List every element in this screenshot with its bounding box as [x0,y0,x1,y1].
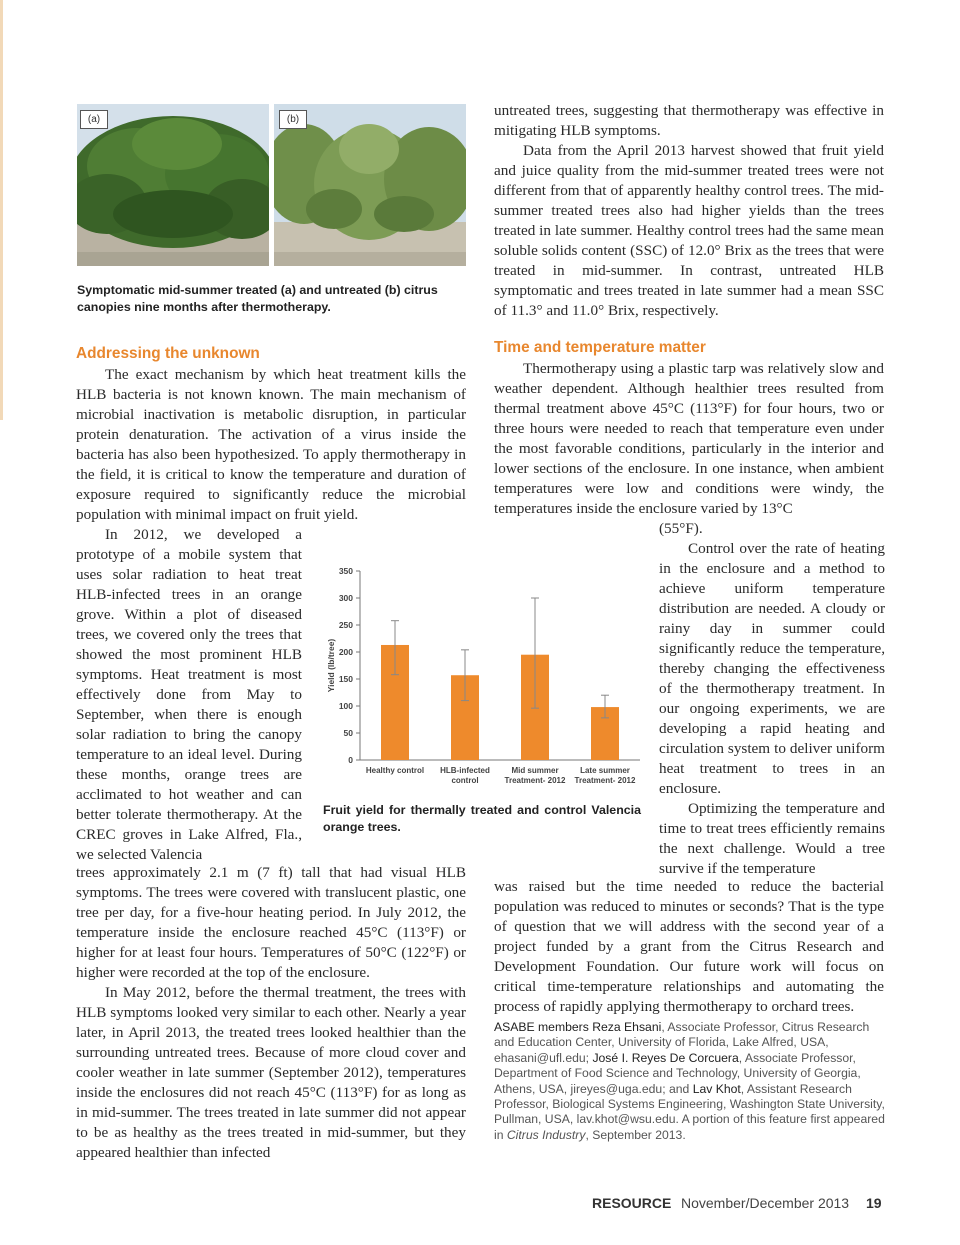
x-tick-label: HLB-infected [440,766,490,775]
figure-photos [77,104,466,266]
photo-b-untreated-canopy [274,104,466,266]
x-tick-label: control [451,776,479,785]
bio-author-2: José I. Reyes De Corcuera [592,1050,739,1065]
paragraph-tail: (55°F). [659,520,703,537]
paragraph-continued: trees approximately 2.1 m (7 ft) tall that had visual HLB symptoms. The trees were covered with translucent plastic, one tree per day, for a five-hour heating period. In July 2012, the temperature inside the enclosure reached 45°C (113°F) or higher for at least four hours. Temperatures of 50°C (122°F) or higher were recorded at the top of the enclosure. [76,864,466,981]
footer-magazine: RESOURCE [592,1195,672,1211]
bio-text: , Associate Professor, Citrus Research and Education Center, University of Florida, Lake Alfred, USA, ehasani@ufl.edu; [494,1020,870,1065]
col2-body-top [494,101,884,321]
x-tick-label: Mid summer [511,766,559,775]
paragraph: Data from the April 2013 harvest showed that fruit yield and juice quality from the mid-summer treated trees were not different from that of apparently healthy control trees. The mid-summer treated trees also had higher yields than the trees treated in late summer. Healthy control trees had the same mean soluble solids content (SSC) of 12.0° Brix as the trees that were treated in mid-summer. In contrast, untreated HLB symptomatic and trees treated in late summer had a mean SSC of 11.3° and 11.0° Brix, respectively. [494,142,884,319]
author-bio [494,1020,886,1143]
col2-wrap-beside-chart [659,519,885,879]
yield-chart-svg [322,555,644,800]
x-tick-label: Treatment- 2012 [574,776,636,785]
photo-label-b: (b) [279,110,307,129]
y-tick-label: 50 [343,728,353,738]
photo-a-treated-canopy [77,104,269,266]
paragraph-continued: untreated trees, suggesting that thermotherapy was effective in mitigating HLB symptoms. [494,102,884,139]
col1-wrap-beside-chart [76,525,302,865]
y-tick-label: 350 [338,566,353,576]
bio-text: , Assistant Research Professor, Biological Systems Engineering, Washington State University, Pullman, USA, lav.khot@wsu.edu. A portion of this feature first appeared in [494,1081,885,1142]
bio-text: , Associate Professor, Department of Food Science and Technology, University of Georgia, Athens, USA, jireyes@uga.edu; and [494,1050,861,1096]
paragraph: Optimizing the temperature and time to treat trees efficiently remains the next challenge. Would a tree survive if the temperature [659,800,885,877]
col2-body-mid [494,359,884,519]
x-tick-label: Healthy control [365,766,425,775]
x-tick-label: Late summer [580,766,630,775]
x-tick-label: Treatment- 2012 [504,776,566,785]
bio-author-1: Reza Ehsani [592,1020,662,1034]
y-tick-label: 300 [338,593,353,603]
paragraph: Control over the rate of heating in the enclosure and a method to achieve uniform temperature distribution are needed. A cloudy or rainy day in summer could significantly reduce the temperature, thereby changing the effectiveness of the thermotherapy treatment. In our ongoing experiments, we are developing a rapid heating and circulation system to deliver uniform heat treatment to trees in an enclosure. [659,540,885,797]
yield-chart [322,555,644,800]
chart-caption: Fruit yield for thermally treated and control Valencia orange trees. [323,803,641,834]
paragraph: The exact mechanism by which heat treatment kills the HLB bacteria is not known known. The main mechanism of microbial inactivation is metabolic disruption, in particular protein denaturation. The activation of a virus inside the bacteria has also been hypothesized. To apply thermotherapy in the field, it is critical to know the temperature and duration of exposure required to significantly reduce the microbial population with minimal impact on fruit yield. [76,366,466,523]
bio-author-3: Lav Khot [692,1081,741,1096]
paragraph-continued: was raised but the time needed to reduce the bacterial population was reduced to minutes or seconds? That is the type of question that we will address with the second year of a project funded by a grant from the Citrus Research and Development Foundation. Our future work will focus on critical time-temperature relationships and automating the process of rapidly applying thermotherapy to orchard trees. [494,878,884,1015]
y-axis-label: Yield (lb/tree) [326,638,336,693]
photo-label-a: (a) [80,110,108,129]
col1-body-top [76,365,466,525]
footer-issue: November/December 2013 [681,1195,850,1211]
section-heading-time-temperature: Time and temperature matter [494,339,706,356]
paragraph: Thermotherapy using a plastic tarp was relatively slow and weather dependent. Although healthier trees resulted from thermal treatment above 45°C (113°F) for four hours, two or three hours were needed to reach that temperature even under the most favorable conditions, particularly in the interior and lower sections of the enclosure. In one instance, when ambient temperatures were low and conditions were windy, the temperatures inside the enclosure varied by 13°C [494,360,884,517]
paragraph: In May 2012, before the thermal treatment, the trees with HLB symptoms looked very similar to each other. Nearly a year later, in April 2013, the treated trees looked healthier than the surrounding untreated trees. Because of more cloud cover and cooler weather in late summer (September 2012), temperatures inside the enclosures did not reach 45°C (113°F) for as long as in mid-summer. The trees treated in late summer did not appear to be as healthy as the trees treated in mid-summer, but they appeared healthier than infected [76,984,466,1161]
paragraph: In 2012, we developed a prototype of a mobile system that uses solar radiation to heat treat HLB-infected trees in an orange grove. Within a plot of diseased trees, we covered only the trees that showed the most prominent HLB symptoms. Heat treatment is most effectively done from May to September, when there is enough solar radiation to bring the canopy temperature to an ideal level. During these months, orange trees are acclimated to hot weather and can better tolerate thermotherapy. At the CREC groves in Lake Alfred, Fla., we selected Valencia [76,526,302,863]
y-tick-label: 100 [338,701,353,711]
col1-body-bottom [76,863,466,1163]
y-tick-label: 250 [338,620,353,630]
col2-body-bottom [494,877,884,1017]
figure-caption: Symptomatic mid-summer treated (a) and untreated (b) citrus canopies nine months after thermotherapy. [77,283,438,314]
y-tick-label: 200 [338,647,353,657]
section-heading-addressing: Addressing the unknown [76,345,260,362]
y-tick-label: 0 [348,755,353,765]
page-edge-strip [0,0,3,420]
bio-lead: ASABE members [494,1020,589,1034]
bio-text: , September 2013. [585,1127,686,1142]
footer-page-number: 19 [866,1195,882,1211]
y-tick-label: 150 [338,674,353,684]
bio-journal: Citrus Industry [506,1127,586,1142]
